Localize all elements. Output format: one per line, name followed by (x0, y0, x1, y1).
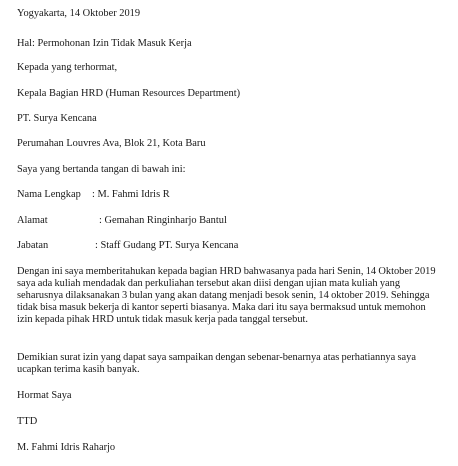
identity-name-label: Nama Lengkap (17, 189, 81, 200)
recipient-title: Kepala Bagian HRD (Human Resources Department) (17, 88, 241, 99)
closing-paragraph: Demikian surat izin yang dapat saya sampaikan dengan sebenar-benarnya atas perhatiannya saya ucapkan terima kasih banyak. (17, 352, 416, 375)
identity-position-row (17, 240, 239, 252)
identity-position-value: : Staff Gudang PT. Surya Kencana (95, 240, 239, 251)
intro-line: Saya yang bertanda tangan di bawah ini: (17, 164, 186, 175)
salutation: Kepada yang terhormat, (17, 62, 118, 73)
regards: Hormat Saya (17, 390, 72, 401)
identity-name-row (17, 189, 170, 201)
body-paragraph: Dengan ini saya memberitahukan kepada bagian HRD bahwasanya pada hari Senin, 14 Oktober 2019 saya ada kuliah mendadak dan perkuliahan tersebut akan diisi dengan ujian mata kuliah yang seharusnya dilaksanakan 3 bulan yang akan datang menjadi besok senin, 14 oktober 2019. Sehingga tidak bisa masuk bekerja di kantor seperti biasanya. Maka dari itu saya bermaksud untuk memohon izin kepada pihak HRD untuk tidak masuk kerja pada tanggal tersebut. (17, 266, 436, 325)
company-name: PT. Surya Kencana (17, 113, 97, 124)
company-address: Perumahan Louvres Ava, Blok 21, Kota Baru (17, 138, 206, 149)
identity-address-row (17, 215, 227, 227)
identity-address-value: : Gemahan Ringinharjo Bantul (99, 215, 227, 226)
signer-name: M. Fahmi Idris Raharjo (17, 442, 116, 453)
subject-line: Hal: Permohonan Izin Tidak Masuk Kerja (17, 38, 192, 49)
signature-mark: TTD (17, 416, 38, 427)
identity-address-label: Alamat (17, 215, 48, 226)
identity-position-label: Jabatan (17, 240, 49, 251)
place-date: Yogyakarta, 14 Oktober 2019 (17, 8, 141, 19)
identity-name-value: : M. Fahmi Idris R (92, 189, 170, 200)
